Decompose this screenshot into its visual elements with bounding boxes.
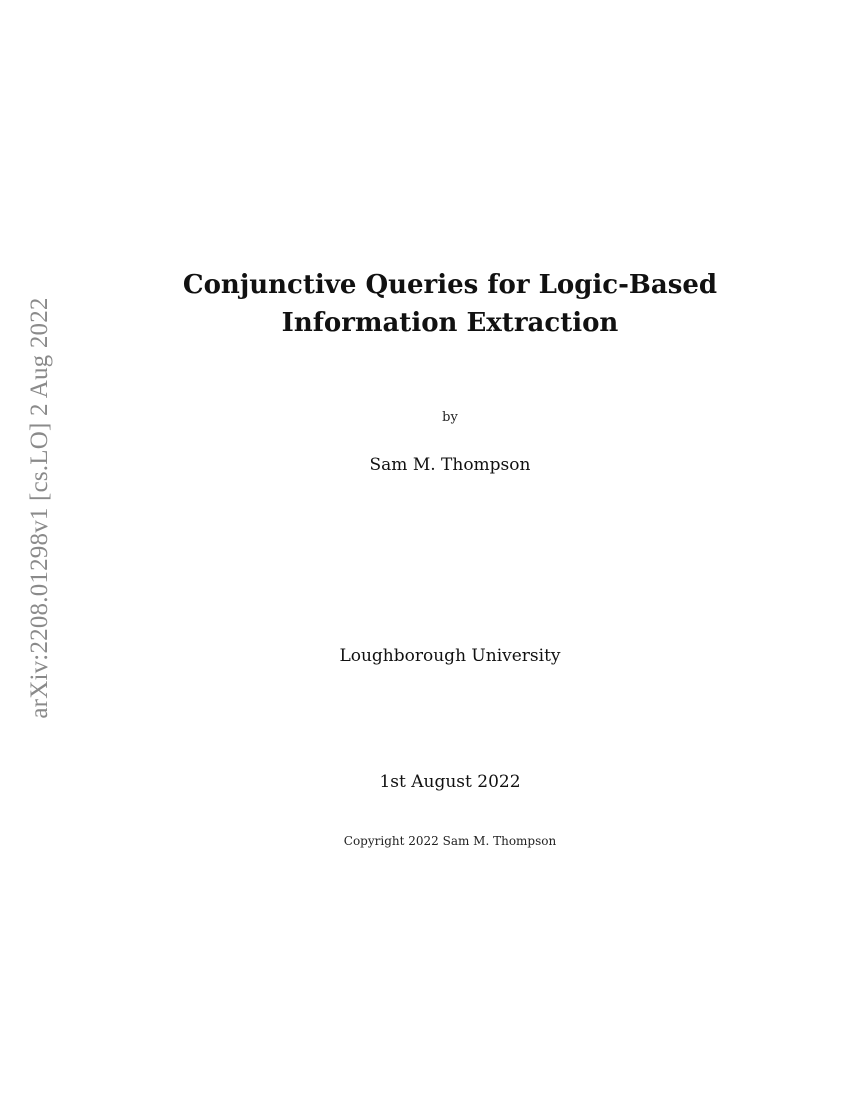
copyright-notice: Copyright 2022 Sam M. Thompson (343, 834, 557, 848)
by-label: by (442, 410, 458, 425)
institution-name: Loughborough University (339, 646, 561, 666)
title-line-2: Information Extraction (281, 308, 619, 338)
document-title (0, 266, 850, 342)
author-name: Sam M. Thompson (369, 455, 531, 475)
title-line-1: Conjunctive Queries for Logic-Based (182, 270, 718, 300)
arxiv-identifier-stamp: arXiv:2208.01298v1 [cs.LO] 2 Aug 2022 (26, 297, 53, 719)
submission-date: 1st August 2022 (379, 772, 521, 792)
